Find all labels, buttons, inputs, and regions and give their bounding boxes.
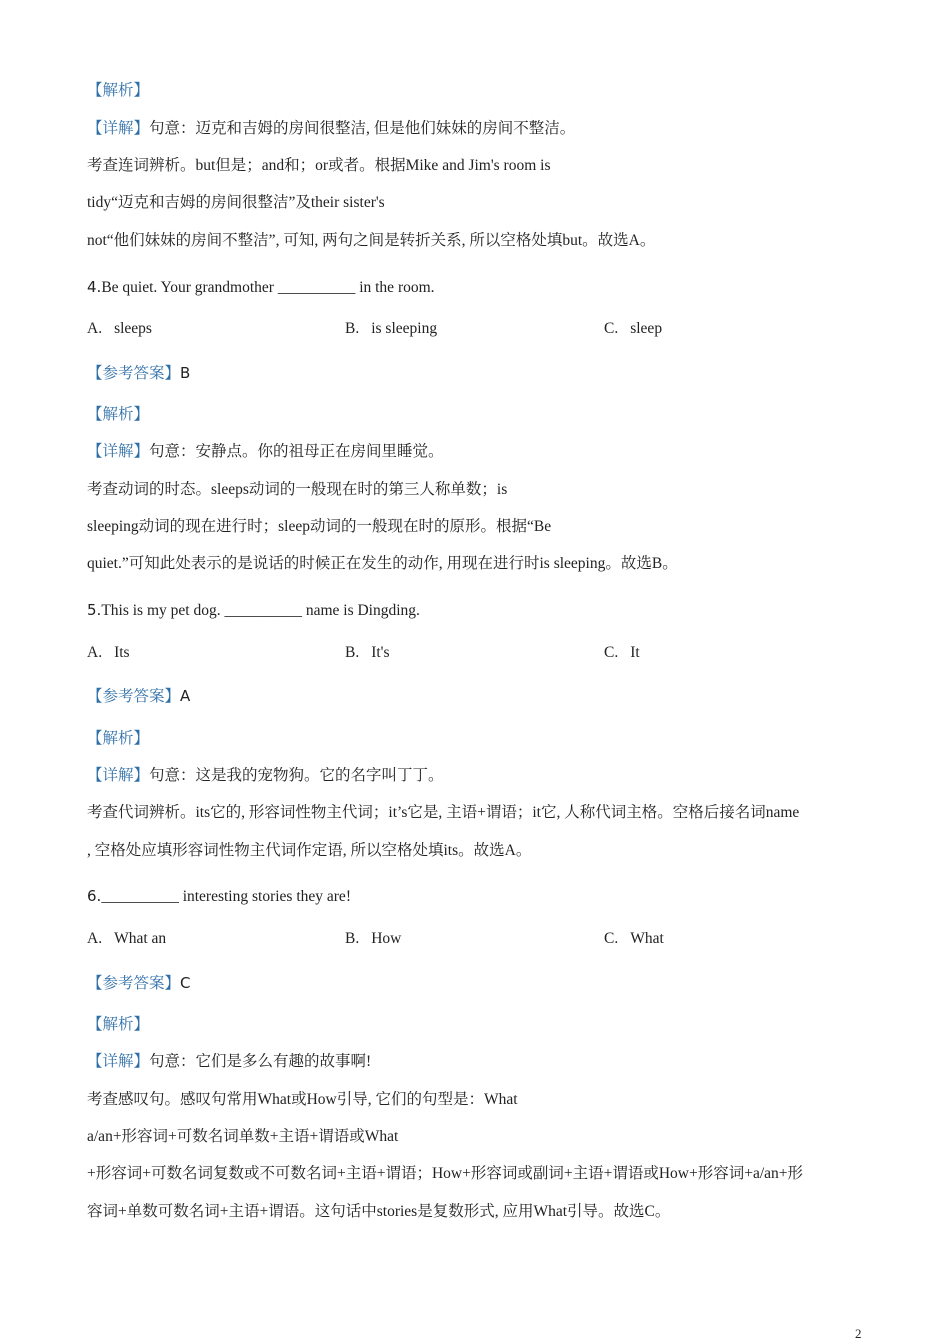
q6-stem	[87, 886, 351, 907]
q6-explanation-line: +形容词+可数名词复数或不可数名词+主语+谓语；How+形容词或副词+主语+谓语或How+形容词+a/an+形	[87, 1165, 804, 1182]
q5-stem	[87, 600, 420, 621]
q5-analysis-label: 【解析】	[87, 730, 150, 747]
q6-answer: 【参考答案】C	[87, 974, 191, 992]
q3-detail-label: 【详解】	[87, 120, 150, 137]
q6-option-b: B. How	[345, 930, 402, 947]
q6-explanation-line: 容词+单数可数名词+主语+谓语。这句话中stories是复数形式, 应用What引导。故选C。	[87, 1203, 671, 1220]
q6-stem-text: __________ interesting stories they are!	[101, 888, 351, 905]
q4-answer-letter: B	[180, 364, 191, 382]
q5-option-c: C. It	[604, 644, 640, 661]
q3-analysis-label: 【解析】	[87, 82, 150, 99]
q4-answer: 【参考答案】B	[87, 364, 191, 382]
q4-option-c: C. sleep	[604, 320, 663, 337]
q6-option-a: A. What an	[87, 930, 167, 947]
q6-explanation-line: a/an+形容词+可数名词单数+主语+谓语或What	[87, 1128, 399, 1145]
q5-explanation-line: 考查代词辨析。its它的, 形容词性物主代词；it’s它是, 主语+谓语；it它, 人称代词主格。空格后接名词name	[87, 804, 800, 821]
q6-option-c: C. What	[604, 930, 664, 947]
q4-number: 4.	[87, 278, 102, 296]
q6-number: 6.	[87, 887, 102, 905]
q6-analysis-label: 【解析】	[87, 1016, 150, 1033]
q3-detail	[87, 119, 575, 139]
q5-answer-letter: A	[180, 687, 191, 705]
q4-detail: 【详解】句意：安静点。你的祖母正在房间里睡觉。	[87, 443, 444, 460]
q6-answer-letter: C	[180, 974, 191, 992]
q4-explanation-line: quiet.”可知此处表示的是说话的时候正在发生的动作, 用现在进行时is sleeping。故选B。	[87, 555, 678, 572]
q5-option-a: A. Its	[87, 644, 130, 661]
q6-explanation-line: 考查感叹句。感叹句常用What或How引导, 它们的句型是：What	[87, 1091, 518, 1108]
q5-stem-text: This is my pet dog. __________ name is Dingding.	[101, 602, 420, 619]
q4-stem-text: Be quiet. Your grandmother __________ in the room.	[101, 279, 435, 296]
q4-explanation-line: sleeping动词的现在进行时；sleep动词的一般现在时的原形。根据“Be	[87, 518, 552, 535]
q5-explanation-line: , 空格处应填形容词性物主代词作定语, 所以空格处填its。故选A。	[87, 842, 532, 859]
page-number: 2	[855, 1326, 862, 1341]
q4-explanation-line: 考查动词的时态。sleeps动词的一般现在时的第三人称单数；is	[87, 481, 508, 498]
q4-stem	[87, 277, 435, 298]
q3-explanation-line: 考查连词辨析。but但是；and和；or或者。根据Mike and Jim's room is	[87, 157, 551, 174]
q4-analysis-label: 【解析】	[87, 406, 150, 423]
q3-explanation-line: tidy“迈克和吉姆的房间很整洁”及their sister's	[87, 194, 385, 211]
q4-option-a: A. sleeps	[87, 320, 152, 337]
q5-number: 5.	[87, 601, 102, 619]
q5-option-b: B. It's	[345, 644, 390, 661]
q5-answer: 【参考答案】A	[87, 687, 191, 705]
q3-explanation-line: not“他们妹妹的房间不整洁”, 可知, 两句之间是转折关系, 所以空格处填but。故选A。	[87, 232, 656, 249]
q3-detail-text: 句意：迈克和吉姆的房间很整洁, 但是他们妹妹的房间不整洁。	[149, 120, 576, 137]
q5-detail: 【详解】句意：这是我的宠物狗。它的名字叫丁丁。	[87, 767, 444, 784]
q6-detail: 【详解】句意：它们是多么有趣的故事啊!	[87, 1053, 372, 1070]
q4-option-b: B. is sleeping	[345, 320, 438, 337]
